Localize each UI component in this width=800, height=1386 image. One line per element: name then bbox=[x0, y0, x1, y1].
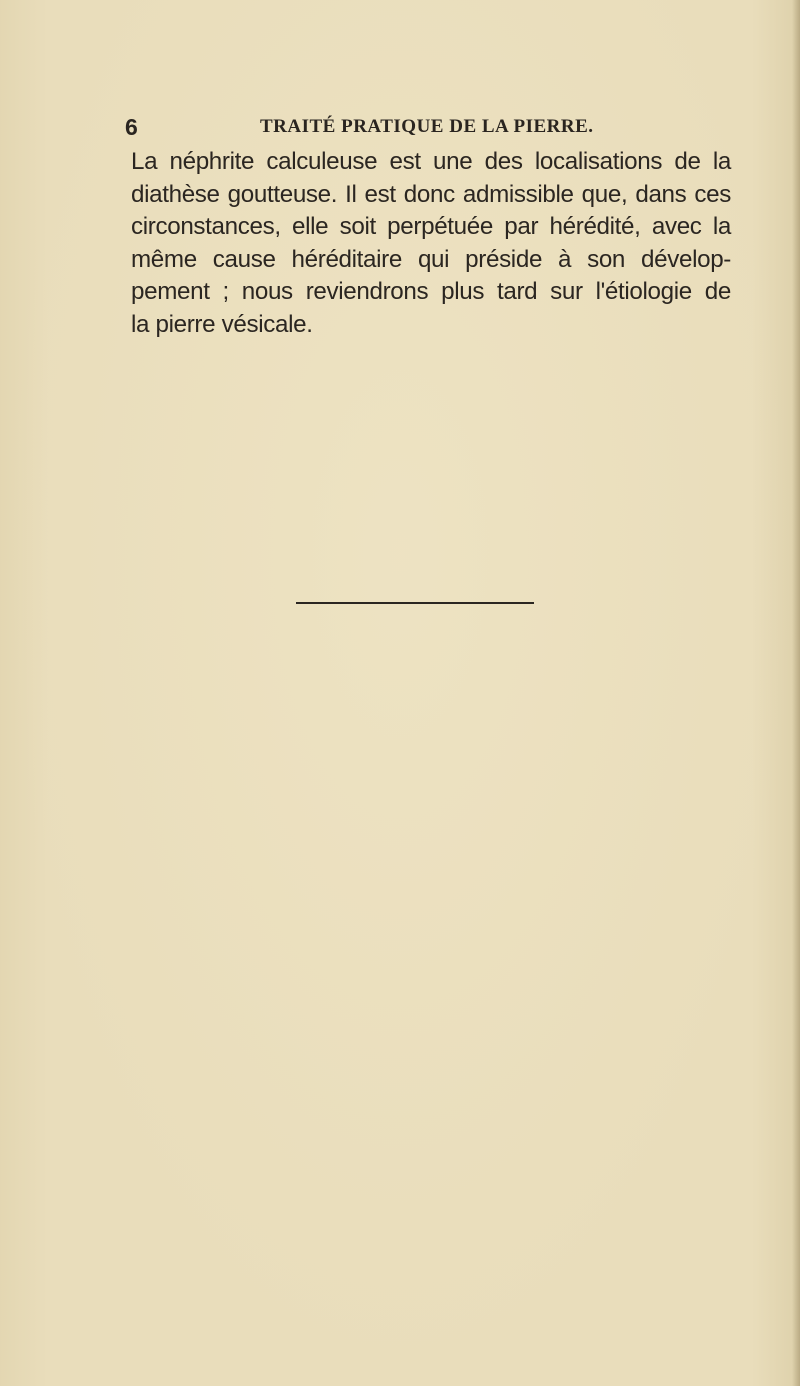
text-line: même cause héréditaire qui préside à son dévelop- bbox=[131, 245, 731, 273]
text-line: diathèse goutteuse. Il est donc admissible que, dans ces bbox=[131, 180, 731, 208]
text-line: La néphrite calculeuse est une des localisations de la bbox=[131, 148, 731, 175]
section-end-rule bbox=[296, 602, 534, 604]
page-number: 6 bbox=[125, 114, 138, 140]
running-head bbox=[125, 112, 605, 142]
text-line: la pierre vésicale. bbox=[131, 310, 313, 338]
running-title: TRAITÉ PRATIQUE DE LA PIERRE. bbox=[260, 116, 594, 137]
text-line: pement ; nous reviendrons plus tard sur l'étiologie de bbox=[131, 278, 731, 306]
text-line: circonstances, elle soit perpétuée par hérédité, avec la bbox=[131, 213, 731, 241]
body-paragraph bbox=[131, 146, 731, 342]
page-edge-shadow bbox=[792, 0, 800, 1386]
